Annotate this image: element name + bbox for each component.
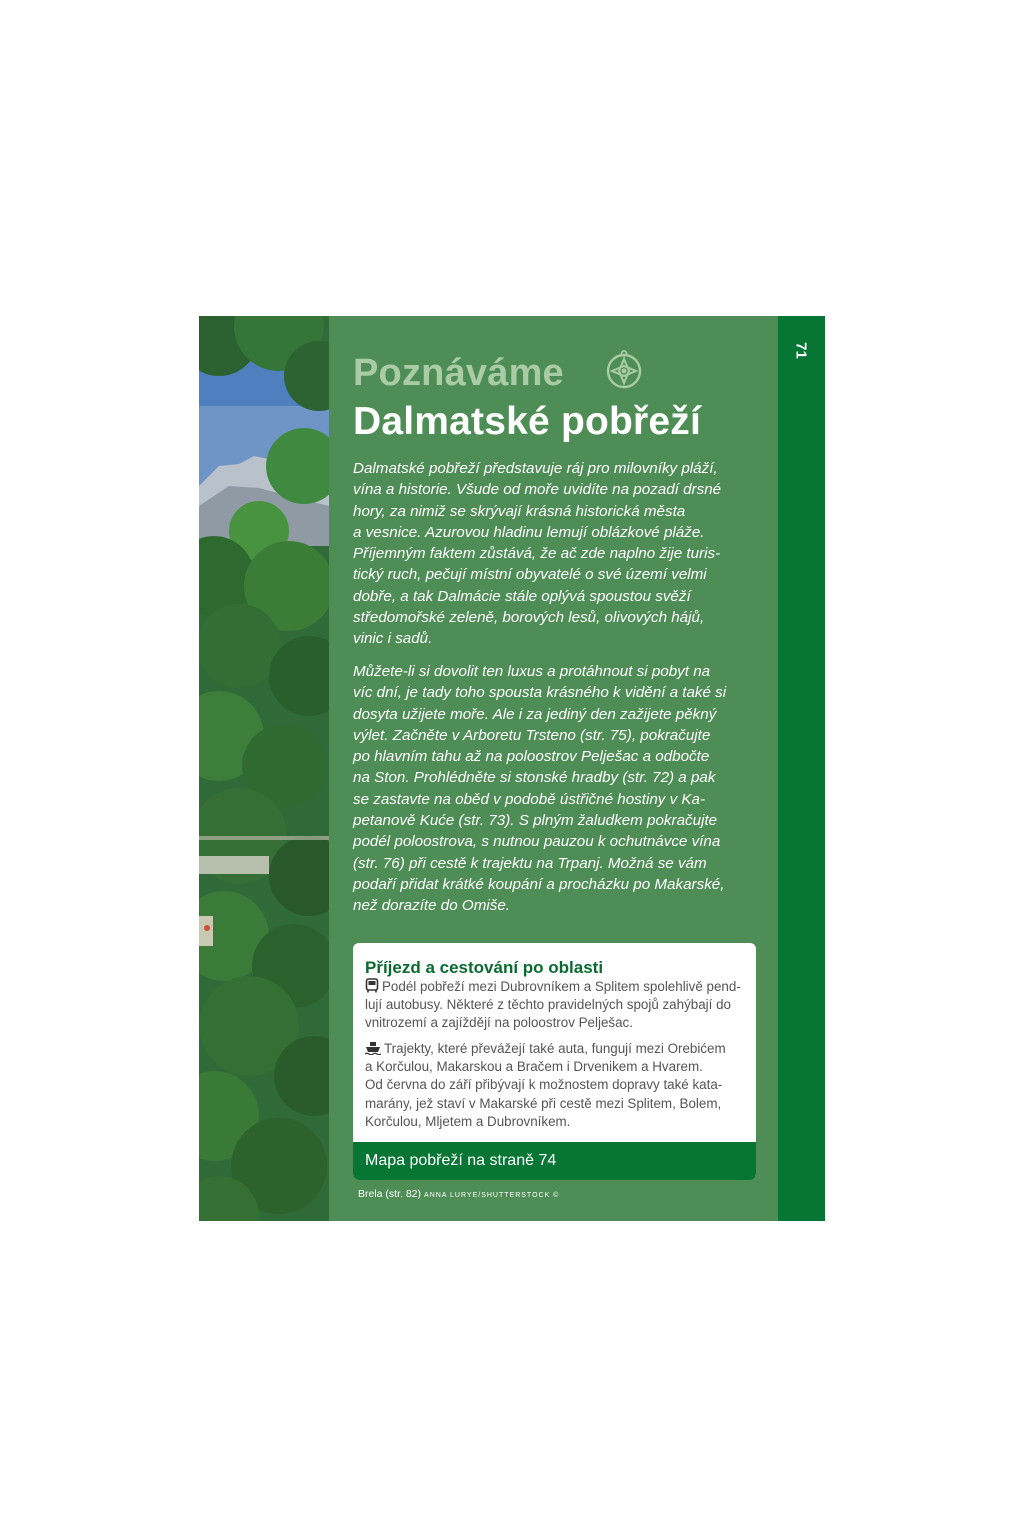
text-line: tický ruch, pečují místní obyvatelé o své území velmi <box>353 566 707 584</box>
text-line: Dalmatské pobřeží představuje ráj pro milovníky pláží, <box>353 460 718 477</box>
intro-panel <box>329 316 778 1221</box>
bus-info <box>365 978 743 1033</box>
info-line: Od června do září přibývají k možnostem dopravy také kata- <box>365 1077 723 1093</box>
text-line: než dorazíte do Omiše. <box>353 897 511 915</box>
itinerary-paragraph <box>353 661 757 917</box>
text-line: na Ston. Prohlédněte si stonské hradby (str. 72) a pak <box>353 769 716 787</box>
guidebook-page <box>199 316 825 1221</box>
kicker-heading: Poznáváme <box>353 352 564 394</box>
text-line: (str. 76) při cestě k trajektu na Trpanj. Možná se vám <box>353 854 707 872</box>
text-line: podaří přidat krátké koupání a procházku po Makarské, <box>353 875 725 893</box>
text-line: Můžete-li si dovolit ten luxus a protáhnout si pobyt na <box>353 663 711 680</box>
text-line: dobře, a tak Dalmácie stále oplývá spoustou svěží <box>353 587 691 605</box>
info-line: lují autobusy. Některé z těchto pravidelných spojů zahýbají do <box>365 997 731 1013</box>
intro-paragraph <box>353 458 757 650</box>
text-line: dosyta užijete moře. Ale i za jediný den zažijete pěkný <box>353 705 717 723</box>
text-line: víc dní, je tady toho spousta krásného k vidění a také si <box>353 684 727 702</box>
compass-icon <box>604 350 644 390</box>
text-line: středomořské zeleně, borových lesů, olivových hájů, <box>353 609 705 627</box>
text-line: a vesnice. Azurovou hladinu lemují oblázkové pláže. <box>353 523 705 541</box>
photo-caption <box>358 1188 559 1200</box>
info-line: marány, jež staví v Makarské při cestě mezi Splitem, Bolem, <box>365 1095 722 1111</box>
info-line: a Korčulou, Makarskou a Bračem i Drvenikem a Hvarem. <box>365 1059 703 1075</box>
page-title: Dalmatské pobřeží <box>353 400 702 443</box>
transport-infobox <box>353 943 756 1180</box>
infobox-title: Příjezd a cestování po oblasti <box>365 958 604 977</box>
info-line: Trajekty, které převážejí také auta, fungují mezi Orebićem <box>384 1041 726 1056</box>
page-number: 71 <box>792 342 810 359</box>
text-line: podél poloostrova, s nutnou pauzou k ochutnávce vína <box>353 833 721 851</box>
ferry-info <box>365 1040 743 1131</box>
bus-icon <box>365 978 379 993</box>
info-line: Podél pobřeží mezi Dubrovníkem a Splitem spolehlivě pend- <box>382 979 741 994</box>
text-line: vinic i sadů. <box>353 630 433 648</box>
text-line: po hlavním tahu až na poloostrov Pelješac a odbočte <box>353 748 710 766</box>
text-line: výlet. Začněte v Arboretu Trsteno (str. 75), pokračujte <box>353 726 711 744</box>
side-stripe <box>778 316 825 1221</box>
text-line: vína a historie. Všude od moře uvidíte na pozadí drsné <box>353 481 722 499</box>
text-line: se zastavte na oběd v podobě ústřičné hostiny v Ka- <box>353 790 706 808</box>
text-line: Příjemným faktem zůstává, že ač zde naplno žije turis- <box>353 545 721 563</box>
text-line: hory, za nimiž se skrývají krásná historická města <box>353 502 686 520</box>
info-line: vnitrozemí a zajíždějí na poloostrov Pelješac. <box>365 1015 633 1031</box>
coast-photo <box>199 316 329 1221</box>
ferry-icon <box>365 1041 381 1055</box>
map-link[interactable] <box>353 1142 756 1180</box>
map-link-label: Mapa pobřeží na straně 74 <box>365 1152 557 1169</box>
text-line: petanově Kuće (str. 73). S plným žaludkem pokračujte <box>353 812 718 830</box>
info-line: Korčulou, Mljetem a Dubrovníkem. <box>365 1113 571 1129</box>
photo-credit: ANNA LURYE/SHUTTERSTOCK © <box>424 1192 560 1199</box>
caption-text: Brela (str. 82) <box>358 1188 422 1200</box>
